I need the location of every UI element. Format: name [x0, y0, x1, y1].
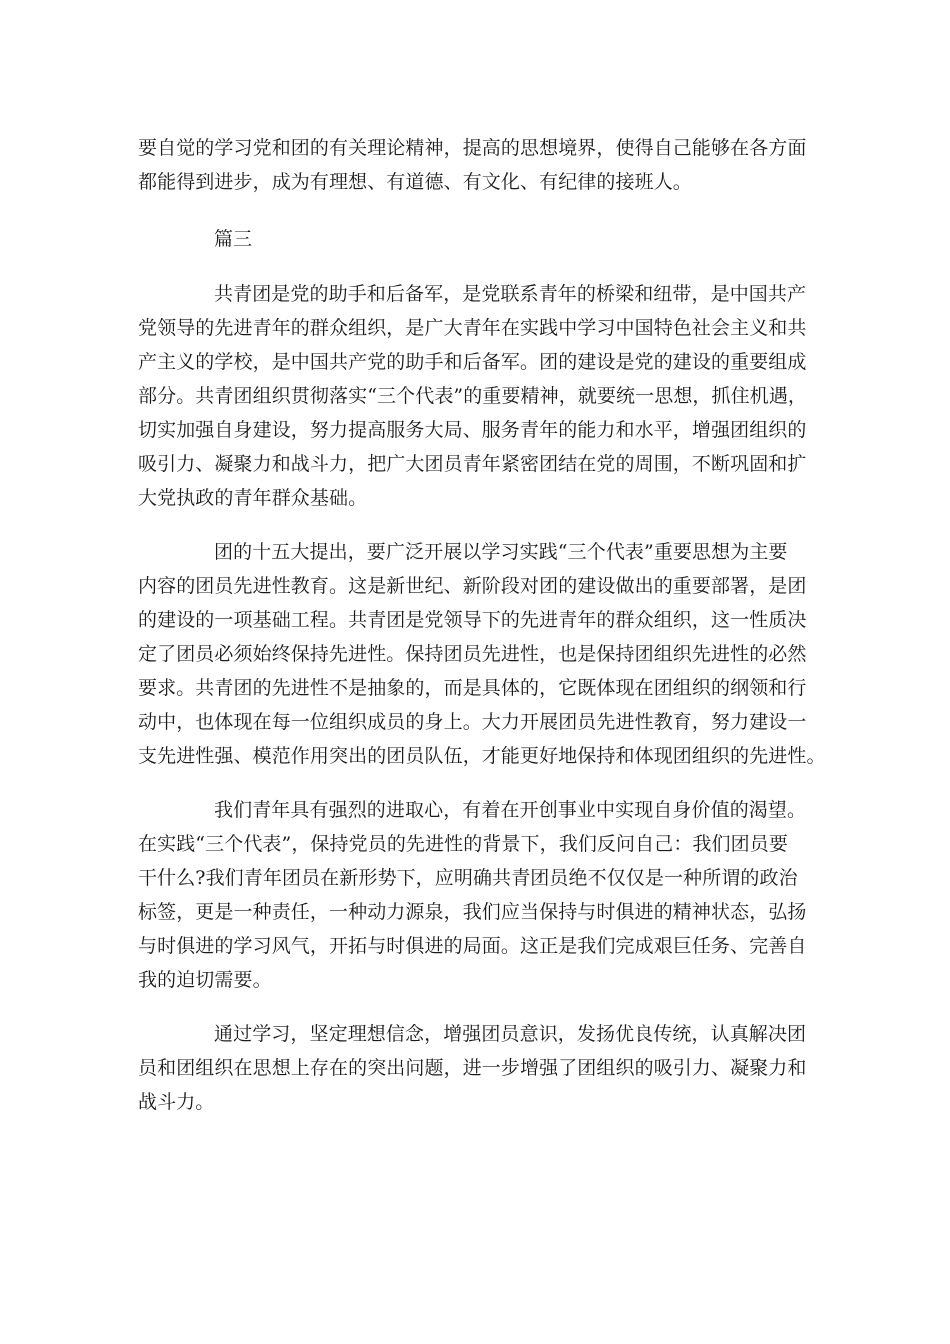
paragraph-4-line: 战斗力。	[138, 1091, 215, 1113]
paragraph-3-line: 我的迫切需要。	[138, 969, 272, 991]
paragraph-1-line: 产主义的学校，是中国共产党的助手和后备军。团的建设是党的建设的重要组成	[138, 351, 807, 373]
paragraph-1-line: 党领导的先进青年的群众组织，是广大青年在实践中学习中国特色社会主义和共	[138, 317, 807, 339]
paragraph-1-line: 大党执政的青年群众基础。	[138, 487, 368, 509]
paragraph-2-line: 定了团员必须始终保持先进性。保持团员先进性，也是保持团组织先进性的必然	[138, 643, 807, 665]
paragraph-2-line: 的建设的一项基础工程。共青团是党领导下的先进青年的群众组织，这一性质决	[138, 609, 807, 631]
section-title: 篇三	[214, 228, 253, 250]
paragraph-2-line: 内容的团员先进性教育。这是新世纪、新阶段对团的建设做出的重要部署，是团	[138, 575, 807, 597]
paragraph-4-line: 员和团组织在思想上存在的突出问题，进一步增强了团组织的吸引力、凝聚力和	[138, 1057, 807, 1079]
paragraph-3-line: 与时俱进的学习风气，开拓与时俱进的局面。这正是我们完成艰巨任务、完善自	[138, 935, 807, 957]
continuation-line: 要自觉的学习党和团的有关理论精神，提高的思想境界，使得自己能够在各方面	[138, 137, 807, 159]
continuation-line: 都能得到进步，成为有理想、有道德、有文化、有纪律的接班人。	[138, 171, 692, 193]
paragraph-3-line: 干什么?我们青年团员在新形势下，应明确共青团员绝不仅仅是一种所谓的政治	[138, 867, 798, 889]
paragraph-2-line: 团的十五大提出，要广泛开展以学习实践“三个代表”重要思想为主要	[214, 541, 788, 563]
paragraph-3-line: 我们青年具有强烈的进取心，有着在开创事业中实现自身价值的渴望。	[214, 799, 807, 821]
paragraph-1-line: 切实加强自身建设，努力提高服务大局、服务青年的能力和水平，增强团组织的	[138, 419, 807, 441]
paragraph-3-line: 在实践“三个代表”，保持党员的先进性的背景下，我们反问自己：我们团员要	[138, 833, 788, 855]
paragraph-2-line: 动中，也体现在每一位组织成员的身上。大力开展团员先进性教育，努力建设一	[138, 711, 807, 733]
paragraph-1-line: 吸引力、凝聚力和战斗力，把广大团员青年紧密团结在党的周围，不断巩固和扩	[138, 453, 807, 475]
paragraph-3-line: 标签，更是一种责任，一种动力源泉，我们应当保持与时俱进的精神状态，弘扬	[138, 901, 807, 923]
paragraph-4-line: 通过学习，坚定理想信念，增强团员意识，发扬优良传统，认真解决团	[214, 1023, 807, 1045]
paragraph-2-line: 要求。共青团的先进性不是抽象的，而是具体的，它既体现在团组织的纲领和行	[138, 677, 807, 699]
paragraph-1-line: 共青团是党的助手和后备军，是党联系青年的桥梁和纽带，是中国共产	[214, 283, 807, 305]
paragraph-1-line: 部分。共青团组织贯彻落实“三个代表”的重要精神，就要统一思想，抓住机遇，	[138, 385, 808, 407]
paragraph-2-line: 支先进性强、模范作用突出的团员队伍，才能更好地保持和体现团组织的先进性。	[138, 745, 826, 767]
